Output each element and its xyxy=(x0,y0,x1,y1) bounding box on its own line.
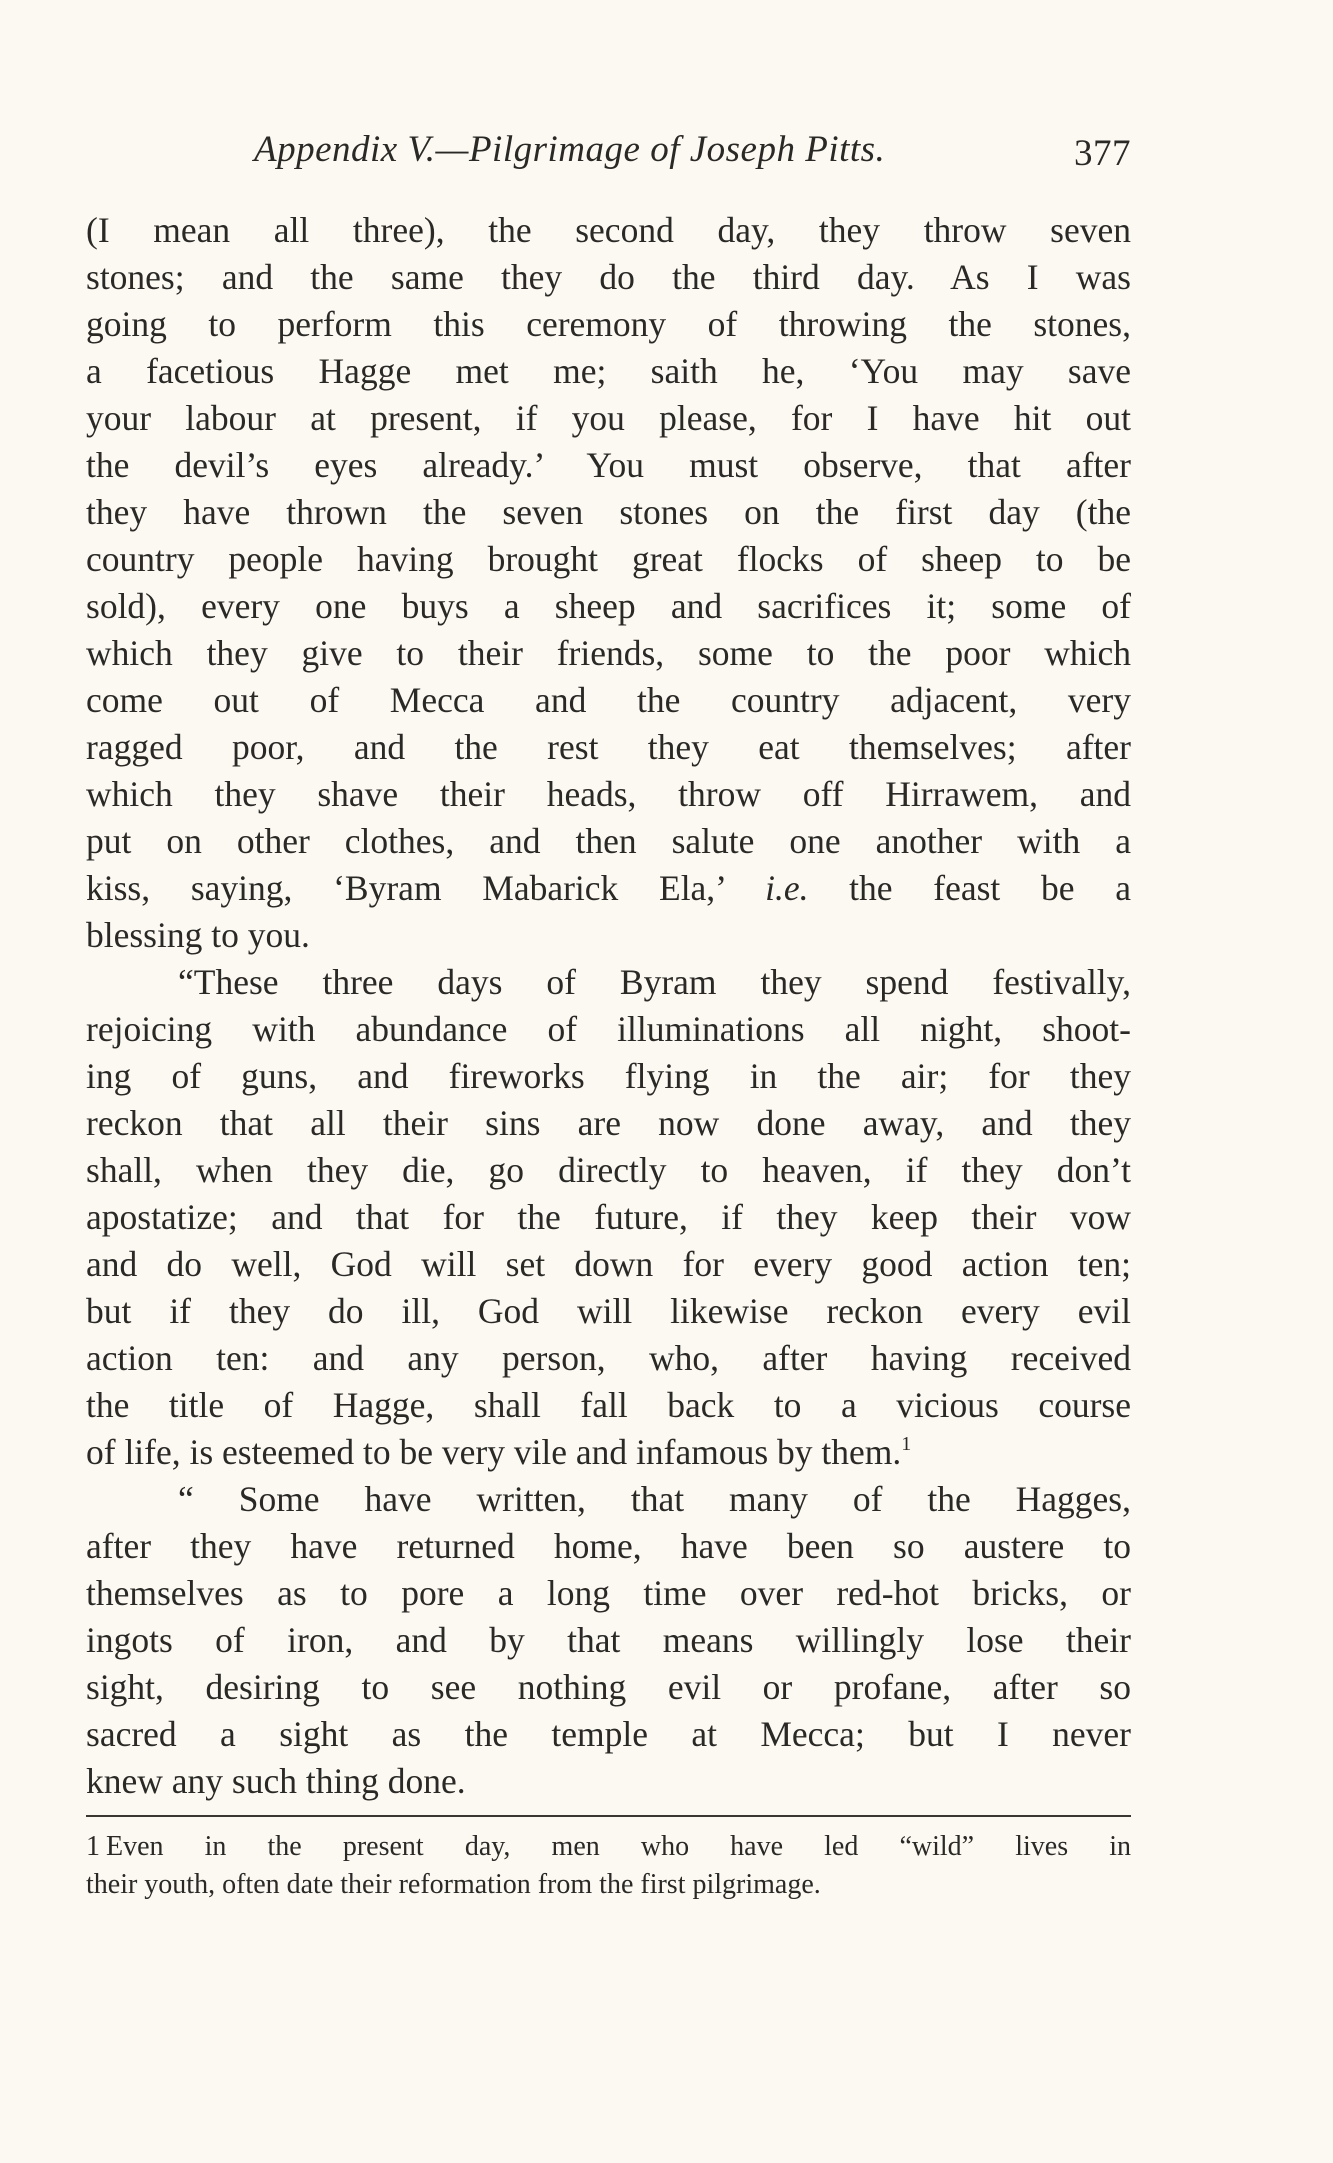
text-line: which they shave their heads, throw off Hirrawem, and xyxy=(86,774,1131,814)
footnote-text: Even in the present day, men who have led “wild” lives in xyxy=(106,1831,1131,1862)
text-line-with-footnote-ref xyxy=(86,1429,1131,1476)
text-line: ingots of iron, and by that means willingly lose their xyxy=(86,1620,1131,1660)
text-line: and do well, God will set down for every good action ten; xyxy=(86,1244,1131,1284)
text-line: sacred a sight as the temple at Mecca; but I never xyxy=(86,1714,1131,1754)
text-line: which they give to their friends, some to the poor which xyxy=(86,633,1131,673)
footnote-line: their youth, often date their reformation from the first pilgrimage. xyxy=(86,1869,821,1900)
text-line: stones; and the same they do the third day. As I was xyxy=(86,257,1131,297)
text-line: apostatize; and that for the future, if they keep their vow xyxy=(86,1197,1131,1237)
text-line: but if they do ill, God will likewise reckon every evil xyxy=(86,1291,1131,1331)
text-line: action ten: and any person, who, after having received xyxy=(86,1338,1131,1378)
text-line: the title of Hagge, shall fall back to a vicious course xyxy=(86,1385,1131,1425)
text-line: they have thrown the seven stones on the first day (the xyxy=(86,492,1131,532)
text-line: come out of Mecca and the country adjacent, very xyxy=(86,680,1131,720)
footnote-rule xyxy=(86,1815,1131,1817)
text-line: ragged poor, and the rest they eat themselves; after xyxy=(86,727,1131,767)
text-line: ing of guns, and fireworks flying in the air; for they xyxy=(86,1056,1131,1096)
footnote-line xyxy=(86,1828,1131,1866)
text-line: rejoicing with abundance of illuminations all night, shoot- xyxy=(86,1009,1131,1049)
footnote-number: 1 xyxy=(86,1831,100,1862)
text-line-paragraph-start: “These three days of Byram they spend festivally, xyxy=(178,962,1131,1002)
text-line: your labour at present, if you please, for I have hit out xyxy=(86,398,1131,438)
text-line: sold), every one buys a sheep and sacrifices it; some of xyxy=(86,586,1131,626)
text-line: themselves as to pore a long time over red-hot bricks, or xyxy=(86,1573,1131,1613)
text-line: a facetious Hagge met me; saith he, ‘You may save xyxy=(86,351,1131,391)
text-line: knew any such thing done. xyxy=(86,1761,466,1801)
running-head xyxy=(86,128,1131,178)
text-line-paragraph-start: “ Some have written, that many of the Hagges, xyxy=(178,1479,1131,1519)
text-line: put on other clothes, and then salute one another with a xyxy=(86,821,1131,861)
text-line: reckon that all their sins are now done away, and they xyxy=(86,1103,1131,1143)
body-text xyxy=(86,207,1131,1805)
text-line: (I mean all three), the second day, they throw seven xyxy=(86,210,1131,250)
footnote-reference: 1 xyxy=(901,1433,912,1455)
text-line-content: of life, is esteemed to be very vile and infamous by them. xyxy=(86,1432,902,1472)
page-number: 377 xyxy=(1074,133,1131,174)
text-line: the devil’s eyes already.’ You must observe, that after xyxy=(86,445,1131,485)
text-line: sight, desiring to see nothing evil or profane, after so xyxy=(86,1667,1131,1707)
text-line: going to perform this ceremony of throwing the stones, xyxy=(86,304,1131,344)
text-line: country people having brought great flocks of sheep to be xyxy=(86,539,1131,579)
italic-abbreviation: i.e. xyxy=(765,868,809,908)
text-line: after they have returned home, have been so austere to xyxy=(86,1526,1131,1566)
text-line: kiss, saying, ‘Byram Mabarick Ela,’ i.e. the feast be a xyxy=(86,868,1131,908)
footnote xyxy=(86,1828,1131,1904)
text-line: blessing to you. xyxy=(86,915,310,955)
running-title: Appendix V.—Pilgrimage of Joseph Pitts. xyxy=(254,129,886,170)
text-line: shall, when they die, go directly to heaven, if they don’t xyxy=(86,1150,1131,1190)
